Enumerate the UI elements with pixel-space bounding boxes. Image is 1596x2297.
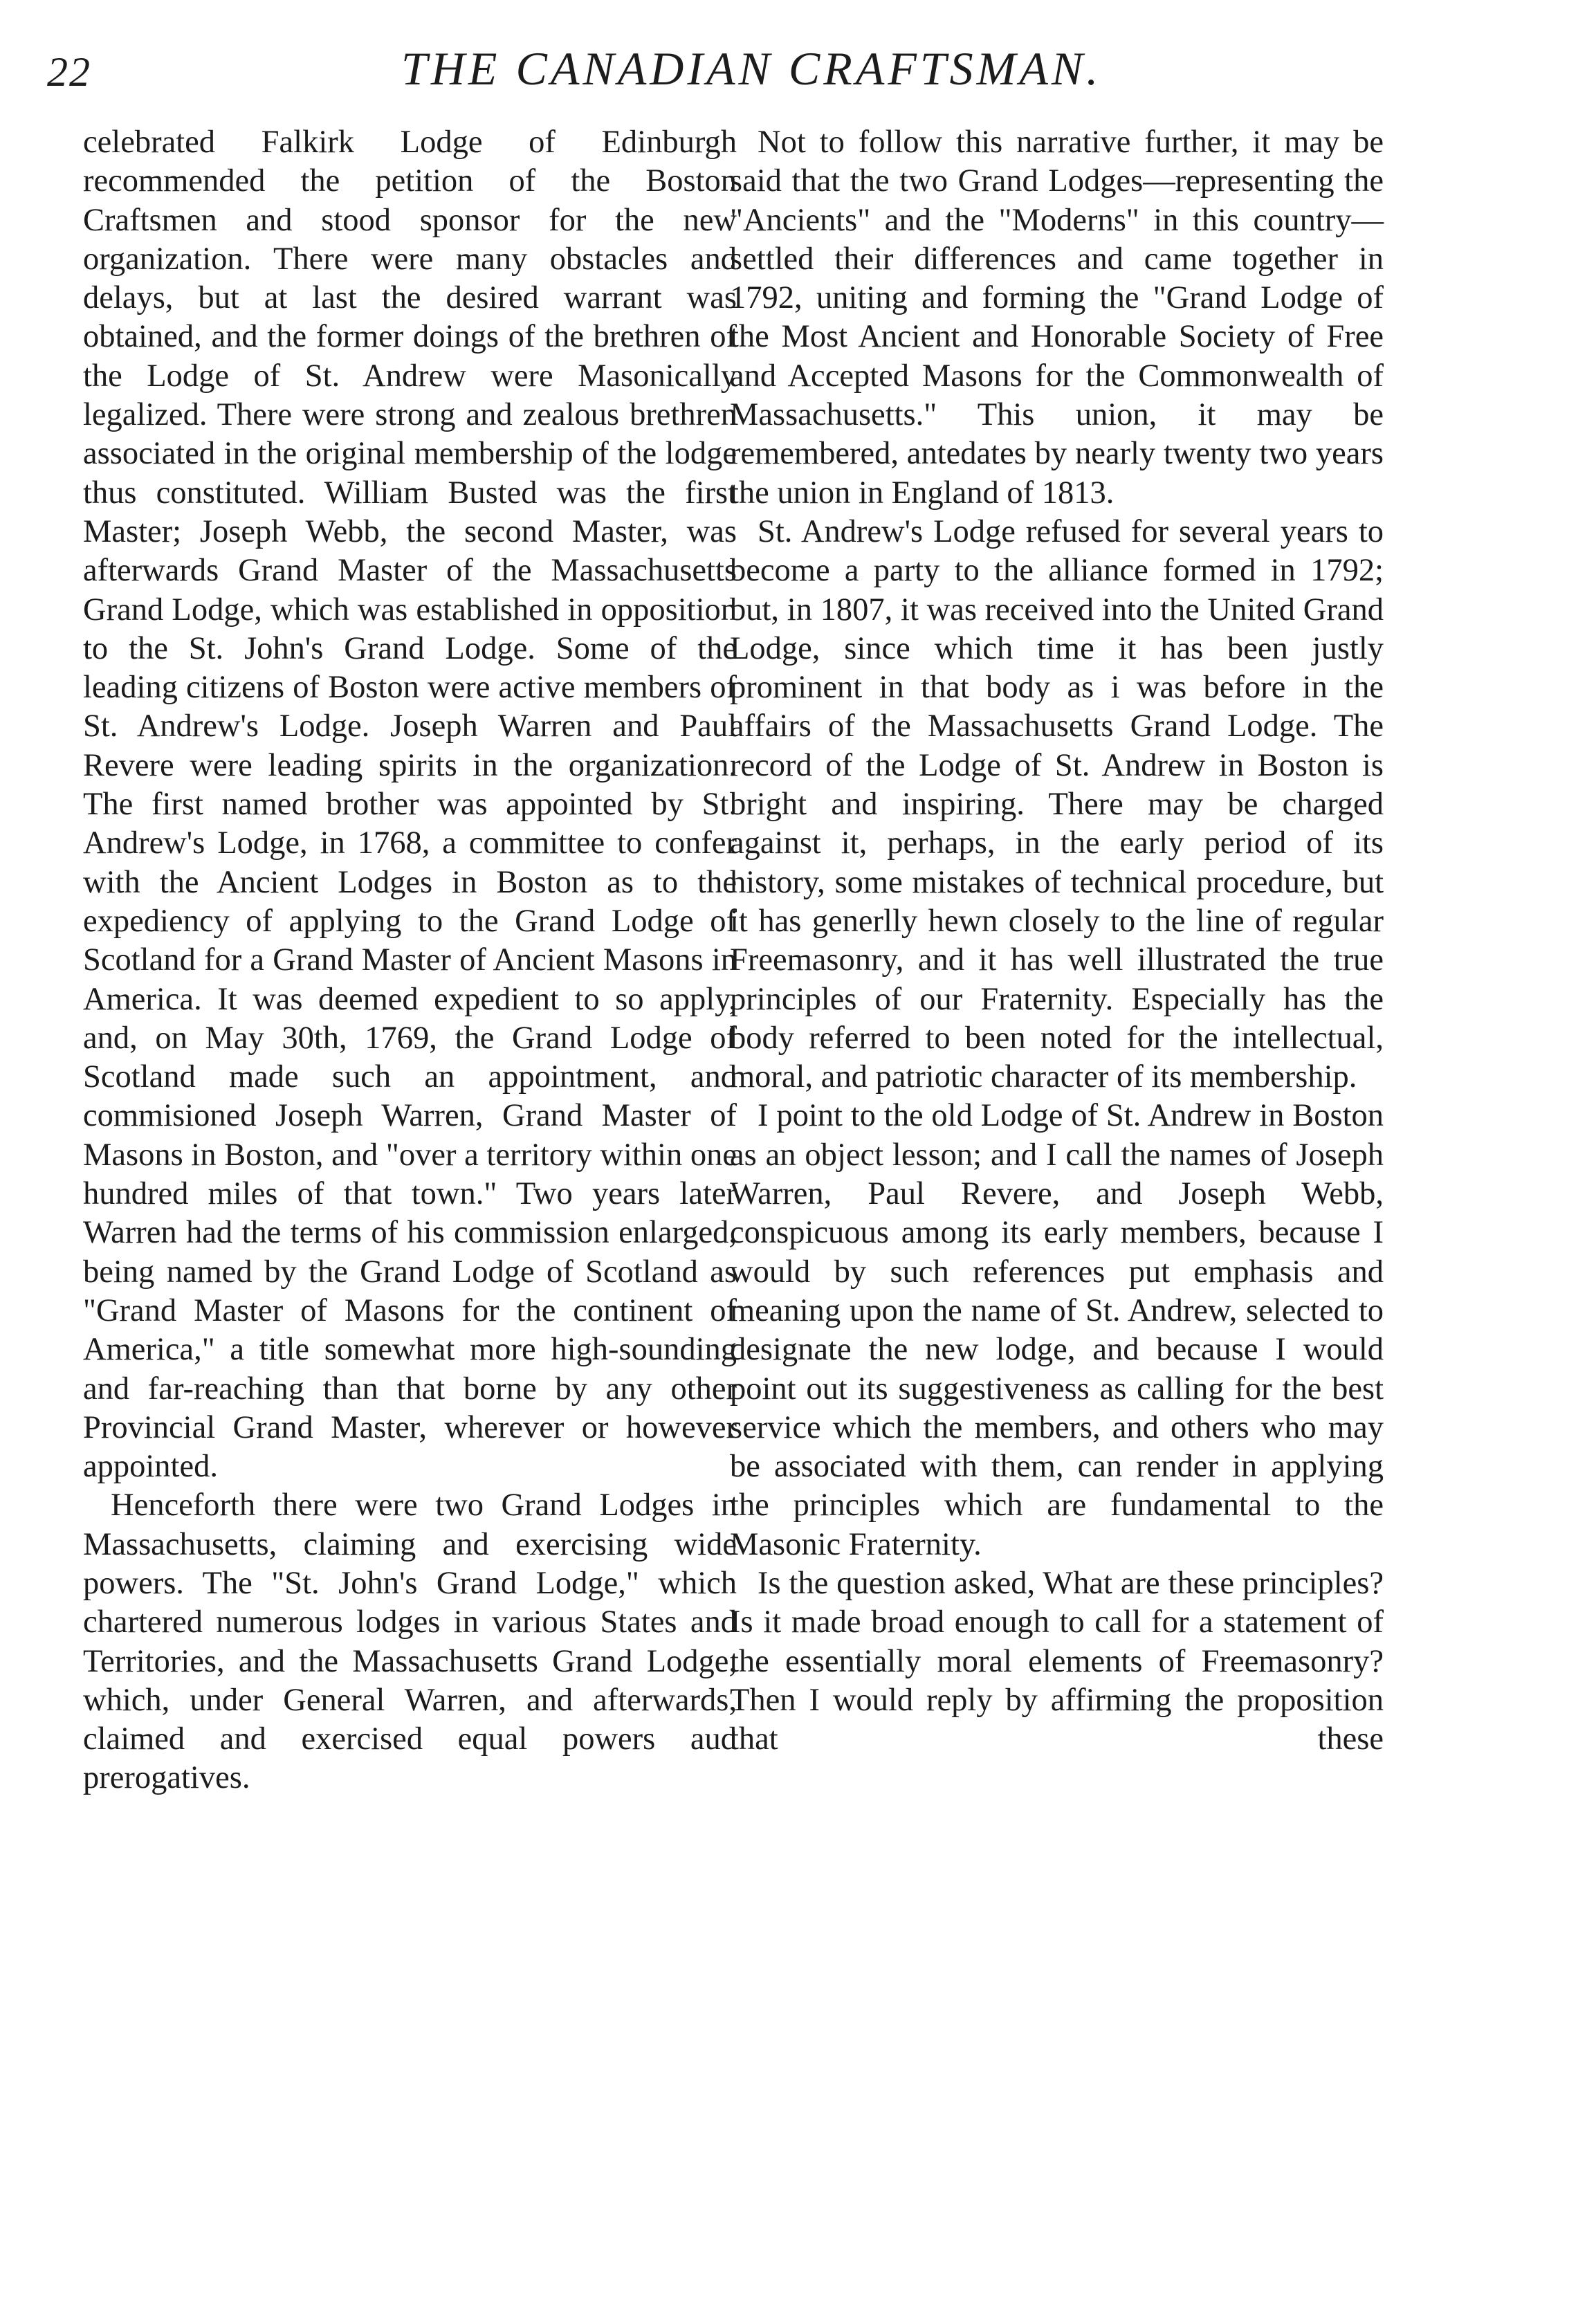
left-column (83, 123, 737, 1798)
page-number: 22 (47, 49, 91, 95)
paragraph-continues: Is the question asked, What are these principles? Is it made broad enough to call for a statement of the essentially moral elements of Freemasonry? Then I would reply by affirming the proposition that these (730, 1565, 1384, 1757)
paragraph: Not to follow this narrative further, it may be said that the two Grand Lodges—representing the "Ancients" and the "Moderns" in this country—settled their differences and came together in 1792, uniting and forming the "Grand Lodge of the Most Ancient and Honorable Society of Free and Accepted Masons for the Commonwealth of Massachusetts." This union, it may be remembered, antedates by nearly twenty two years the union in England of 1813. (730, 125, 1384, 511)
paragraph-continued: celebrated Falkirk Lodge of Edinburgh recommended the petition of the Boston Craftsmen and stood sponsor for the new organization. There were many obstacles and delays, but at last the desired warrant was obtained, and the former doings of the brethren of the Lodge of St. Andrew were Masonically legalized. There were strong and zealous brethren associated in the original membership of the lodge thus constituted. William Busted was the first Master; Joseph Webb, the second Master, was afterwards Grand Master of the Massachusetts Grand Lodge, which was established in opposition to the St. John's Grand Lodge. Some of the leading citizens of Boston were active members of St. Andrew's Lodge. Joseph Warren and Paul Revere were leading spirits in the organization. The first named brother was appointed by St. Andrew's Lodge, in 1768, a committee to confer with the Ancient Lodges in Boston as to the expediency of applying to the Grand Lodge of Scotland for a Grand Master of Ancient Masons in America. It was deemed expedient to so apply, and, on May 30th, 1769, the Grand Lodge of Scotland made such an appointment, and commisioned Joseph Warren, Grand Master of Masons in Boston, and "over a territory within one hundred miles of that town." Two years later Warren had the terms of his commission enlarged, being named by the Grand Lodge of Scotland as "Grand Master of Masons for the continent of America," a title somewhat more high-sounding and far-reaching than that borne by any other Provincial Grand Master, wherever or however appointed. (83, 125, 737, 1485)
paragraph: St. Andrew's Lodge refused for several years to become a party to the alliance formed in 1792; but, in 1807, it was received into the United Grand Lodge, since which time it has been justly prominent in that body as i was before in the affairs of the Massachusetts Grand Lodge. The record of the Lodge of St. Andrew in Boston is bright and inspiring. There may be charged against it, perhaps, in the early period of its history, some mistakes of technical procedure, but it has generlly hewn closely to the line of regular Freemasonry, and it has well illustrated the true principles of our Fraternity. Especially has the body referred to been noted for the intellectual, moral, and patriotic character of its membership. (730, 513, 1384, 1095)
journal-title: THE CANADIAN CRAFTSMAN. (401, 42, 1102, 95)
running-header (42, 42, 1425, 118)
right-column (730, 123, 1384, 1759)
paragraph: Henceforth there were two Grand Lodges in Massachusetts, claiming and exercising wide powers. The "St. John's Grand Lodge," which chartered numerous lodges in various States and Territories, and the Massachusetts Grand Lodge, which, under General Warren, and afterwards, claimed and exercised equal powers aud prerogatives. (83, 1488, 737, 1796)
paragraph: I point to the old Lodge of St. Andrew in Boston as an object lesson; and I call the names of Joseph Warren, Paul Revere, and Joseph Webb, conspicuous among its early members, because I would by such references put emphasis and meaning upon the name of St. Andrew, selected to designate the new lodge, and because I would point out its suggestiveness as calling for the best service which the members, and others who may be associated with them, can render in applying the principles which are fundamental to the Masonic Fraternity. (730, 1098, 1384, 1562)
